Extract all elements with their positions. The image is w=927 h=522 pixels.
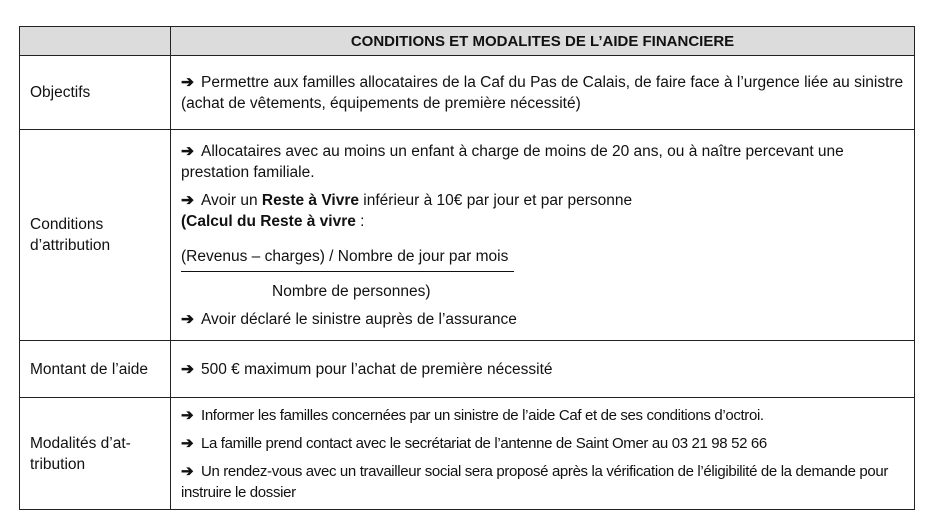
row-label-montant: Montant de l’aide: [20, 341, 171, 398]
table-row-objectifs: [20, 56, 915, 130]
table-header-row: [20, 27, 915, 56]
condition-item-assurance: ➔ Avoir déclaré le sinistre auprès de l’assurance: [181, 310, 517, 328]
calcul-heading: (Calcul du Reste à vivre :: [181, 212, 365, 230]
modalite-item-contact: ➔ La famille prend contact avec le secrétariat de l’antenne de Saint Omer au 03 21 98 52 66: [181, 434, 767, 452]
row-content-conditions: [171, 130, 915, 341]
modalite-item-rendez-vous: ➔ Un rendez-vous avec un travailleur social sera proposé après la vérification de l’éligibilité de la demande pour instruire le dossier: [181, 462, 889, 501]
table-row-conditions: [20, 130, 915, 341]
table-row-modalites: [20, 398, 915, 510]
row-content-objectifs: [171, 56, 915, 130]
row-label-objectifs: Objectifs: [20, 56, 171, 130]
formula-numerator: (Revenus – charges) / Nombre de jour par mois: [181, 246, 514, 272]
row-content-modalites: [171, 398, 915, 510]
arrow-icon: ➔: [181, 73, 194, 91]
conditions-table: [19, 26, 915, 510]
row-content-montant: [171, 341, 915, 398]
row-label-modalites: Modalités d’at-tribution: [20, 398, 171, 510]
arrow-icon: ➔: [181, 142, 194, 160]
arrow-icon: ➔: [181, 406, 194, 424]
formula-denominator: Nombre de personnes): [272, 282, 431, 300]
montant-text: ➔ 500 € maximum pour l’achat de première nécessité: [181, 360, 553, 378]
table-row-montant: [20, 341, 915, 398]
condition-item-children: ➔ Allocataires avec au moins un enfant à charge de moins de 20 ans, ou à naître percevant une prestation familiale.: [181, 142, 844, 181]
table-title: CONDITIONS ET MODALITES DE L’AIDE FINANCIERE: [171, 27, 915, 56]
objectifs-text: ➔ Permettre aux familles allocataires de la Caf du Pas de Calais, de faire face à l’urgence liée au sinistre (achat de vêtements, équipements de première nécessité): [181, 73, 904, 112]
arrow-icon: ➔: [181, 434, 194, 452]
arrow-icon: ➔: [181, 360, 194, 378]
header-empty-cell: [20, 27, 171, 56]
arrow-icon: ➔: [181, 310, 194, 328]
arrow-icon: ➔: [181, 191, 194, 209]
row-label-conditions: Conditions d’attribution: [20, 130, 171, 341]
condition-item-reste-a-vivre: ➔ Avoir un Reste à Vivre inférieur à 10€ par jour et par personne: [181, 191, 633, 209]
modalite-item-informer: ➔ Informer les familles concernées par un sinistre de l’aide Caf et de ses conditions d’octroi.: [181, 406, 764, 424]
arrow-icon: ➔: [181, 462, 194, 480]
